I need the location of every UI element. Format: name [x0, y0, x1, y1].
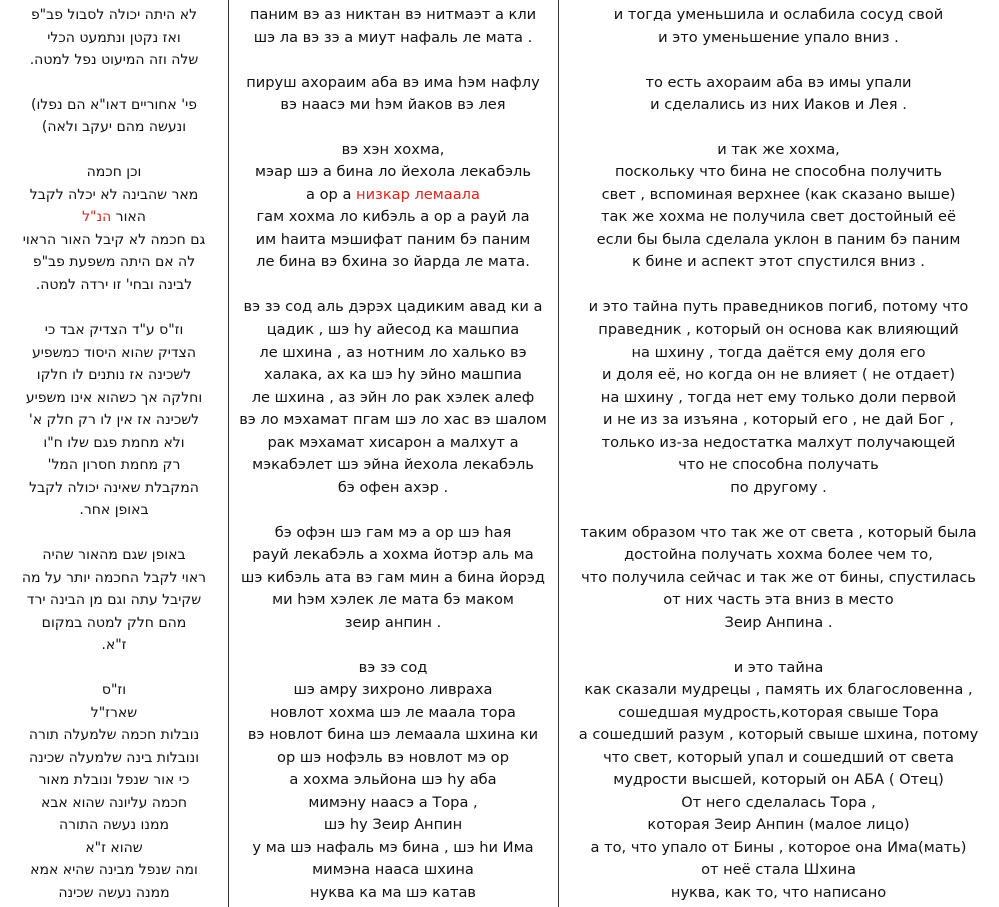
translit-line [228, 724, 558, 746]
russian-text: мудрости высшей, который он АБА ( Отец) [613, 771, 944, 788]
russian-line [558, 319, 999, 341]
translit-line [228, 364, 558, 386]
hebrew-text: חכמה עליונה שהוא אבא [40, 795, 188, 811]
hebrew-line [0, 432, 228, 454]
russian-line [558, 477, 999, 499]
translit-highlight: низкар лемаала [356, 186, 480, 203]
translit-line [228, 251, 558, 273]
hebrew-line [0, 161, 228, 183]
hebrew-text: לשכינה אז אין לו רק חלק א' [28, 412, 200, 428]
translit-text: а ор а [306, 186, 357, 203]
russian-text: что получила сейчас и так же от бины, спустилась [581, 569, 976, 586]
translit-text: паним вэ аз никтан вэ нитмаэт а кли [249, 6, 537, 23]
translit-text: пируш ахораим аба вэ има hэм нафлу [246, 74, 540, 91]
hebrew-line [0, 229, 228, 251]
hebrew-text: ולא מחמת פגם שלו ח"ו [43, 435, 185, 451]
translit-text: у ма шэ нафаль мэ бина , шэ hи Има [252, 839, 534, 856]
russian-line [558, 364, 999, 386]
translit-line [228, 184, 558, 206]
translit-line [228, 679, 558, 701]
russian-text: что свет, который упал и сошедший от света [603, 749, 954, 766]
hebrew-highlight: הנ"ל [82, 209, 112, 225]
translit-text: им hаита мэшифат паним бэ паним [255, 231, 531, 248]
translit-text: шэ амру зихроно ливраха [293, 681, 493, 698]
russian-text: и это тайна [733, 659, 824, 676]
russian-text: от неё стала Шхина [701, 861, 856, 878]
russian-text: которая Зеир Анпин (малое лицо) [647, 816, 910, 833]
translit-text: вэ новлот бина шэ лемаала шхина ки [247, 726, 539, 743]
hebrew-line [0, 319, 228, 341]
hebrew-line [0, 792, 228, 814]
hebrew-line [0, 477, 228, 499]
hebrew-line [0, 409, 228, 431]
translit-text: вэ наасэ ми hэм йаков вэ лея [280, 96, 506, 113]
hebrew-text: ונעשה מהם יעקב ולאה) [41, 119, 187, 135]
hebrew-line [0, 814, 228, 836]
hebrew-line [0, 747, 228, 769]
hebrew-line [0, 206, 228, 228]
translit-text: цадик , шэ hу айесод ка машпиа [266, 321, 520, 338]
hebrew-text: מהם חלק למטה במקום [41, 615, 187, 631]
russian-text: сошедшая мудрость,которая свыше Тора [618, 704, 939, 721]
russian-line [558, 679, 999, 701]
russian-text: так же хохма не получила свет достойный её [601, 208, 956, 225]
russian-line [558, 612, 999, 634]
hebrew-text: ז"א. [101, 637, 127, 653]
russian-text: к бине и аспект этот спустился вниз . [632, 253, 925, 270]
russian-line [558, 251, 999, 273]
translit-line [228, 432, 558, 454]
hebrew-text: לה אם היתה משפעת פב"פ [32, 254, 196, 270]
russian-text: таким образом что так же от света , который была [580, 524, 977, 541]
russian-text: достойна получать хохма более чем то, [624, 546, 933, 563]
translit-text: новлот хохма шэ ле маала тора [270, 704, 516, 721]
translit-text: мимэну наасэ а Тора , [308, 794, 478, 811]
russian-text: как сказали мудрецы , память их благословенна , [584, 681, 973, 698]
hebrew-text: וכן חכמה [86, 164, 142, 180]
translit-line [228, 4, 558, 26]
translit-text: мэкабэлет шэ эйна йехола лекабэль [252, 456, 534, 473]
russian-line [558, 4, 999, 26]
hebrew-line [0, 94, 228, 116]
hebrew-text: ממנו נעשה התורה [59, 817, 169, 833]
hebrew-column [0, 0, 229, 907]
hebrew-text: ונובלות בינה שלמעלה שכינה [28, 750, 200, 766]
hebrew-text: ממנה נעשה שכינה [58, 885, 170, 901]
russian-line [558, 229, 999, 251]
translit-line [228, 612, 558, 634]
translit-line [228, 139, 558, 161]
russian-line [558, 296, 999, 318]
russian-text: если бы была сделала уклон в паним бэ паним [596, 231, 961, 248]
translit-line [228, 387, 558, 409]
hebrew-text: שהוא ז"א [85, 840, 143, 856]
translit-line [228, 161, 558, 183]
russian-line [558, 139, 999, 161]
hebrew-text: לבינה ובחי' זו ירדה למטה. [35, 277, 193, 293]
russian-text: и не из за изъяна , который его , не дай Бог , [602, 411, 955, 428]
translit-line [228, 702, 558, 724]
hebrew-text: מאר שהבינה לא יכלה לקבל [29, 187, 199, 203]
hebrew-line [0, 364, 228, 386]
hebrew-text: כי אור שנפל ונובלת מאור [38, 772, 190, 788]
translit-text: бэ офэн шэ гам мэ а ор шэ hая [274, 524, 512, 541]
hebrew-line [0, 702, 228, 724]
translit-line [228, 454, 558, 476]
hebrew-line [0, 116, 228, 138]
hebrew-line [0, 612, 228, 634]
translit-text: шэ кибэль ата вэ гам мин а бина йорэд [240, 569, 546, 586]
russian-line [558, 747, 999, 769]
russian-text: Зеир Анпина . [724, 614, 833, 631]
hebrew-text: ואז נקטן ונתמעט הכלי [47, 30, 181, 46]
hebrew-line [0, 342, 228, 364]
hebrew-text: המקבלת שאינה יכולה לקבל [29, 480, 199, 496]
russian-text: праведник , который он основа как влияющий [598, 321, 959, 338]
hebrew-line [0, 27, 228, 49]
page-edge [0, 0, 3, 907]
translit-text: ле бина вэ бхина зо йарда ле мата. [256, 253, 530, 270]
russian-text: и доля её, но когда он не влияет ( не отдает) [601, 366, 956, 383]
hebrew-text: נובלות חכמה שלמעלה תורה [28, 727, 200, 743]
translit-line [228, 882, 558, 904]
hebrew-line [0, 837, 228, 859]
hebrew-line [0, 567, 228, 589]
translit-line [228, 814, 558, 836]
hebrew-text: ומה שנפל מבינה שהיא אמא [30, 862, 198, 878]
russian-text: и это тайна путь праведников погиб, потому что [588, 298, 969, 315]
hebrew-text: הצדיק שהוא היסוד כמשפיע [31, 345, 197, 361]
russian-line [558, 409, 999, 431]
translit-text: мимэна нааса шхина [312, 861, 474, 878]
russian-line [558, 94, 999, 116]
hebrew-line [0, 454, 228, 476]
hebrew-line [0, 544, 228, 566]
russian-text: только из-за недостатка малхут получающей [601, 434, 956, 451]
translit-line [228, 837, 558, 859]
hebrew-line [0, 679, 228, 701]
translit-line [228, 94, 558, 116]
hebrew-line [0, 4, 228, 26]
russian-line [558, 567, 999, 589]
translit-line [228, 747, 558, 769]
hebrew-line [0, 769, 228, 791]
russian-line [558, 544, 999, 566]
hebrew-text: האור [111, 209, 146, 225]
translit-line [228, 72, 558, 94]
russian-text: то есть ахораим аба вэ имы упали [645, 74, 912, 91]
russian-line [558, 387, 999, 409]
russian-text: и это уменьшение упало вниз . [658, 29, 899, 46]
translit-line [228, 657, 558, 679]
translit-line [228, 522, 558, 544]
translit-text: рауй лекабэль а хохма йотэр аль ма [252, 546, 534, 563]
hebrew-text: באופן אחר. [79, 502, 149, 518]
translit-text: нуква ка ма шэ катав [310, 884, 476, 901]
translit-text: вэ ло мэхамат пгам шэ ло хас вэ шалом [239, 411, 547, 428]
russian-text: по другому . [730, 479, 827, 496]
translit-line [228, 296, 558, 318]
translit-text: а хохма эльйона шэ hу аба [289, 771, 497, 788]
hebrew-line [0, 882, 228, 904]
hebrew-text: רק מחמת חסרון המל' [47, 457, 181, 473]
russian-column [558, 0, 999, 907]
translit-line [228, 206, 558, 228]
russian-text: что не способна получать [678, 456, 879, 473]
russian-line [558, 657, 999, 679]
hebrew-text: פי' אחוריים דאו"א הם נפלו) [31, 97, 197, 113]
russian-line [558, 522, 999, 544]
translit-line [228, 544, 558, 566]
translit-text: вэ зэ сод [358, 659, 428, 676]
hebrew-text: וז"ס [101, 682, 127, 698]
translit-text: бэ офен ахэр . [337, 479, 449, 496]
russian-line [558, 724, 999, 746]
russian-line [558, 769, 999, 791]
russian-text: и сделались из них Иаков и Лея . [650, 96, 907, 113]
russian-line [558, 589, 999, 611]
russian-line [558, 342, 999, 364]
hebrew-line [0, 184, 228, 206]
hebrew-line [0, 251, 228, 273]
translit-text: ор шэ нофэль вэ новлот мэ ор [277, 749, 509, 766]
russian-text: на шхину , тогда нет ему только доли первой [600, 389, 957, 406]
russian-text: на шхину , тогда даётся ему доля его [631, 344, 926, 361]
hebrew-line [0, 634, 228, 656]
translit-line [228, 342, 558, 364]
russian-text: и тогда уменьшила и ослабила сосуд свой [613, 6, 944, 23]
hebrew-line [0, 859, 228, 881]
translit-text: гам хохма ло кибэль а ор а рауй ла [256, 208, 530, 225]
hebrew-text: שקיבל עתה וגם מן הבינה ירד [26, 592, 202, 608]
translit-line [228, 477, 558, 499]
translit-line [228, 792, 558, 814]
russian-line [558, 814, 999, 836]
hebrew-line [0, 49, 228, 71]
translit-line [228, 859, 558, 881]
russian-text: От него сделалась Тора , [681, 794, 876, 811]
russian-line [558, 792, 999, 814]
russian-line [558, 454, 999, 476]
translit-text: ми hэм хэлек ле мата бэ маком [272, 591, 514, 608]
hebrew-line [0, 274, 228, 296]
hebrew-text: שלה וזה המיעוט נפל למטה. [29, 52, 199, 68]
russian-line [558, 702, 999, 724]
russian-line [558, 161, 999, 183]
russian-line [558, 859, 999, 881]
russian-line [558, 432, 999, 454]
translit-text: вэ зэ сод аль дэрэх цадиким авад ки а [243, 298, 543, 315]
translit-line [228, 229, 558, 251]
translit-line [228, 567, 558, 589]
hebrew-line [0, 589, 228, 611]
translit-text: ле шхина , аз эйн ло рак хэлек алеф [251, 389, 535, 406]
russian-text: поскольку что бина не способна получить [615, 163, 942, 180]
translit-text: шэ hу Зеир Анпин [323, 816, 463, 833]
russian-line [558, 72, 999, 94]
russian-line [558, 882, 999, 904]
translit-text: шэ ла вэ зэ а миут нафаль ле мата . [253, 29, 533, 46]
translit-line [228, 319, 558, 341]
russian-text: а сошедший разум , который свыше шхина, потому [578, 726, 979, 743]
russian-text: свет , вспоминая верхнее (как сказано выше) [601, 186, 956, 203]
hebrew-line [0, 387, 228, 409]
hebrew-text: ראוי לקבל החכמה יותר על מה [21, 570, 207, 586]
hebrew-text: לשכינה אז נותנים לו חלקו [36, 367, 192, 383]
hebrew-text: וחלקה אך כשהוא אינו משפיע [25, 390, 203, 406]
translit-text: халака, ах ка шэ hу эйно машпиа [264, 366, 522, 383]
translit-text: ле шхина , аз нотним ло халько вэ [259, 344, 527, 361]
russian-text: от них часть эта вниз в место [663, 591, 894, 608]
translit-text: мэар шэ а бина ло йехола лекабэль [255, 163, 531, 180]
hebrew-line [0, 499, 228, 521]
russian-line [558, 184, 999, 206]
hebrew-text: באופן שגם מהאור שהיה [42, 547, 186, 563]
translit-line [228, 409, 558, 431]
hebrew-text: שארז"ל [90, 705, 138, 721]
russian-line [558, 206, 999, 228]
translit-line [228, 589, 558, 611]
hebrew-text: וז"ס ע"ד הצדיק אבד כי [44, 322, 184, 338]
transliteration-column [228, 0, 559, 907]
hebrew-text: גם חכמה לא קיבל האור הראוי [22, 232, 206, 248]
translit-text: зеир анпин . [344, 614, 442, 631]
translit-text: рак мэхамат хисарон а малхут а [267, 434, 519, 451]
translit-line [228, 27, 558, 49]
russian-line [558, 837, 999, 859]
russian-text: а то, что упало от Бины , которое она Има(мать) [590, 839, 967, 856]
russian-text: нуква, как то, что написано [670, 884, 887, 901]
translit-text: вэ хэн хохма, [341, 141, 445, 158]
russian-line [558, 27, 999, 49]
translit-line [228, 769, 558, 791]
russian-text: и так же хохма, [717, 141, 840, 158]
hebrew-text: לא היתה יכולה לסבול פב"פ [30, 7, 198, 23]
hebrew-line [0, 724, 228, 746]
